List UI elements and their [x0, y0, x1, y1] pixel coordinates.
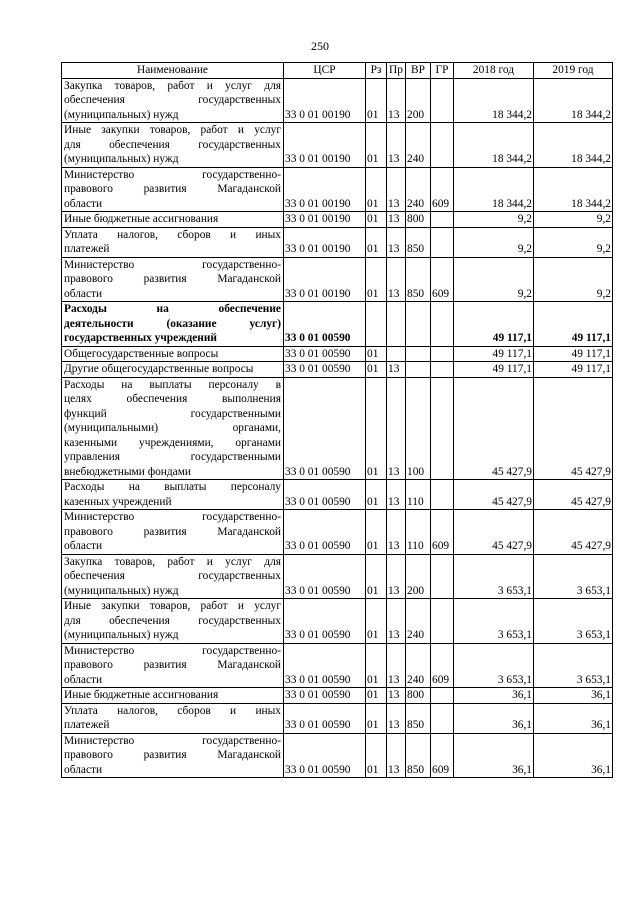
table-row [62, 362, 613, 378]
row-name-line: (муниципальных) нужд [64, 629, 179, 641]
row-gr [431, 703, 454, 733]
row-csr: 33 0 01 00190 [284, 227, 366, 257]
row-2019: 45 427,9 [534, 377, 613, 480]
row-rz: 01 [366, 733, 387, 778]
row-vr [406, 302, 431, 347]
row-name-line: казенных учреждений [64, 495, 172, 508]
row-name-cell [62, 688, 284, 704]
row-2019: 18 344,2 [534, 123, 613, 168]
row-pr: 13 [387, 212, 406, 228]
row-name-line: правового развития Магаданской [64, 749, 281, 761]
row-name-cell [62, 78, 284, 123]
row-name-line: для обеспечения государственных [64, 614, 281, 627]
row-name-cell [62, 167, 284, 212]
row-name-cell [62, 377, 284, 480]
row-vr: 850 [406, 257, 431, 302]
row-vr: 200 [406, 78, 431, 123]
row-2019: 45 427,9 [534, 510, 613, 555]
row-name-line: целях обеспечения выполнения [64, 393, 281, 405]
row-csr: 33 0 01 00590 [284, 346, 366, 362]
row-name-line: Уплата налогов, сборов и иных [64, 228, 281, 241]
row-gr [431, 227, 454, 257]
row-name-line: Министерство государственно- [64, 258, 281, 271]
row-pr: 13 [387, 733, 406, 778]
row-name-line: Другие общегосударственные вопросы [64, 363, 254, 375]
row-2018: 18 344,2 [454, 167, 534, 212]
row-vr: 200 [406, 554, 431, 599]
row-2018: 45 427,9 [454, 480, 534, 510]
row-vr: 110 [406, 510, 431, 555]
table-header-row [62, 63, 613, 79]
row-2019: 18 344,2 [534, 167, 613, 212]
row-2018: 18 344,2 [454, 78, 534, 123]
row-2018: 36,1 [454, 733, 534, 778]
row-name-cell [62, 212, 284, 228]
row-name-line: платежей [64, 243, 110, 255]
table-row [62, 643, 613, 688]
row-pr: 13 [387, 167, 406, 212]
row-name-line: (муниципальных) нужд [64, 153, 179, 165]
table-row [62, 167, 613, 212]
row-name-line: обеспечения государственных [64, 94, 281, 106]
row-vr: 850 [406, 227, 431, 257]
row-name-line: Иные бюджетные ассигнования [64, 213, 219, 225]
row-vr: 110 [406, 480, 431, 510]
row-pr: 13 [387, 123, 406, 168]
row-name-cell [62, 480, 284, 510]
row-2019: 9,2 [534, 227, 613, 257]
row-rz: 01 [366, 377, 387, 480]
row-name-cell [62, 510, 284, 555]
table-row [62, 227, 613, 257]
row-gr [431, 212, 454, 228]
row-name-line: Расходы на обеспечение [64, 303, 281, 315]
row-2019: 3 653,1 [534, 554, 613, 599]
header-gr: ГР [431, 63, 454, 79]
row-name-line: правового развития Магаданской [64, 659, 281, 671]
row-gr: 609 [431, 733, 454, 778]
row-name-line: (муниципальных) нужд [64, 108, 179, 121]
row-rz: 01 [366, 212, 387, 228]
row-2018: 9,2 [454, 257, 534, 302]
row-csr: 33 0 01 00190 [284, 167, 366, 212]
row-2019: 45 427,9 [534, 480, 613, 510]
row-2018: 3 653,1 [454, 599, 534, 644]
table-row [62, 212, 613, 228]
row-2019: 49 117,1 [534, 346, 613, 362]
row-vr: 800 [406, 688, 431, 704]
header-rz: Рз [366, 63, 387, 79]
row-name-line: Общегосударственные вопросы [64, 347, 219, 360]
row-vr: 100 [406, 377, 431, 480]
row-vr: 850 [406, 733, 431, 778]
row-vr [406, 346, 431, 362]
row-vr: 800 [406, 212, 431, 228]
row-rz: 01 [366, 167, 387, 212]
row-csr: 33 0 01 00590 [284, 377, 366, 480]
row-rz: 01 [366, 703, 387, 733]
row-name-cell [62, 599, 284, 644]
row-name-line: Иные бюджетные ассигнования [64, 689, 219, 701]
row-pr [387, 346, 406, 362]
row-gr: 609 [431, 167, 454, 212]
row-csr: 33 0 01 00590 [284, 480, 366, 510]
row-2019: 9,2 [534, 212, 613, 228]
row-gr [431, 688, 454, 704]
row-csr: 33 0 01 00190 [284, 78, 366, 123]
row-name-line: Министерство государственно- [64, 511, 281, 523]
page-number: 250 [311, 39, 329, 53]
row-2018: 36,1 [454, 688, 534, 704]
row-gr: 609 [431, 510, 454, 555]
row-csr: 33 0 01 00590 [284, 362, 366, 378]
row-name-cell [62, 346, 284, 362]
row-rz: 01 [366, 599, 387, 644]
table-row [62, 599, 613, 644]
budget-table [61, 62, 613, 778]
row-csr: 33 0 01 00190 [284, 123, 366, 168]
row-name-line: правового развития Магаданской [64, 273, 281, 285]
row-2019: 49 117,1 [534, 362, 613, 378]
row-rz: 01 [366, 257, 387, 302]
row-name-line: (муниципальных) нужд [64, 584, 179, 597]
row-name-cell [62, 227, 284, 257]
row-name-line: Министерство государственно- [64, 644, 281, 657]
table-row [62, 377, 613, 480]
row-name-line: Министерство государственно- [64, 168, 281, 181]
row-2019: 36,1 [534, 733, 613, 778]
row-gr [431, 123, 454, 168]
table-row [62, 554, 613, 599]
table-row [62, 346, 613, 362]
row-2018: 36,1 [454, 703, 534, 733]
row-2018: 3 653,1 [454, 643, 534, 688]
row-name-cell [62, 733, 284, 778]
row-rz: 01 [366, 227, 387, 257]
row-2019: 36,1 [534, 688, 613, 704]
row-name-line: Закупка товаров, работ и услуг для [64, 79, 281, 92]
row-rz [366, 302, 387, 347]
row-csr: 33 0 01 00590 [284, 554, 366, 599]
header-csr: ЦСР [284, 63, 366, 79]
row-pr: 13 [387, 703, 406, 733]
row-rz: 01 [366, 346, 387, 362]
row-name-cell [62, 257, 284, 302]
row-pr: 13 [387, 362, 406, 378]
row-gr: 609 [431, 257, 454, 302]
table-row [62, 78, 613, 123]
row-pr: 13 [387, 227, 406, 257]
row-gr: 609 [431, 643, 454, 688]
row-vr: 240 [406, 643, 431, 688]
row-gr [431, 599, 454, 644]
row-name-line: области [64, 763, 103, 776]
row-name-line: обеспечения государственных [64, 570, 281, 582]
row-gr [431, 554, 454, 599]
header-2018: 2018 год [454, 63, 534, 79]
row-gr [431, 78, 454, 123]
row-name-cell [62, 362, 284, 378]
row-pr: 13 [387, 377, 406, 480]
row-pr: 13 [387, 257, 406, 302]
table-row [62, 123, 613, 168]
row-name-line: казенными учреждениями, органами [64, 436, 281, 449]
row-rz: 01 [366, 643, 387, 688]
row-csr: 33 0 01 00190 [284, 212, 366, 228]
row-rz: 01 [366, 123, 387, 168]
row-rz: 01 [366, 554, 387, 599]
row-2018: 9,2 [454, 227, 534, 257]
row-csr: 33 0 01 00590 [284, 643, 366, 688]
row-csr: 33 0 01 00590 [284, 733, 366, 778]
table-row [62, 302, 613, 347]
row-pr: 13 [387, 78, 406, 123]
table-row [62, 257, 613, 302]
row-name-line: правового развития Магаданской [64, 525, 281, 538]
header-name: Наименование [62, 63, 284, 79]
row-csr: 33 0 01 00590 [284, 599, 366, 644]
row-name-cell [62, 123, 284, 168]
row-2018: 45 427,9 [454, 377, 534, 480]
header-2019: 2019 год [534, 63, 613, 79]
row-name-line: Иные закупки товаров, работ и услуг [64, 600, 281, 612]
row-name-line: Иные закупки товаров, работ и услуг [64, 124, 281, 136]
header-pr: Пр [387, 63, 406, 79]
row-name-line: области [64, 287, 103, 300]
table-row [62, 510, 613, 555]
row-2018: 49 117,1 [454, 346, 534, 362]
row-rz: 01 [366, 688, 387, 704]
row-vr [406, 362, 431, 378]
row-2018: 49 117,1 [454, 362, 534, 378]
header-vr: ВР [406, 63, 431, 79]
row-pr: 13 [387, 480, 406, 510]
row-pr [387, 302, 406, 347]
row-gr [431, 480, 454, 510]
row-2019: 9,2 [534, 257, 613, 302]
row-gr [431, 377, 454, 480]
row-name-cell [62, 302, 284, 347]
row-name-line: Министерство государственно- [64, 734, 281, 747]
row-csr: 33 0 01 00590 [284, 510, 366, 555]
row-name-cell [62, 554, 284, 599]
row-name-line: функций государственными [64, 407, 281, 420]
row-rz: 01 [366, 362, 387, 378]
row-2018: 3 653,1 [454, 554, 534, 599]
row-name-cell [62, 703, 284, 733]
row-name-line: правового развития Магаданской [64, 183, 281, 195]
row-pr: 13 [387, 554, 406, 599]
row-name-line: деятельности (оказание услуг) [64, 317, 281, 330]
row-vr: 240 [406, 599, 431, 644]
row-2018: 9,2 [454, 212, 534, 228]
row-pr: 13 [387, 688, 406, 704]
row-2019: 36,1 [534, 703, 613, 733]
row-csr: 33 0 01 00590 [284, 688, 366, 704]
row-2019: 49 117,1 [534, 302, 613, 347]
row-2018: 18 344,2 [454, 123, 534, 168]
row-2019: 3 653,1 [534, 643, 613, 688]
row-name-line: Расходы на выплаты персоналу [64, 481, 281, 493]
row-csr: 33 0 01 00190 [284, 257, 366, 302]
row-name-line: Расходы на выплаты персоналу в [64, 378, 281, 391]
row-name-line: платежей [64, 719, 110, 731]
row-name-line: области [64, 197, 103, 210]
row-pr: 13 [387, 643, 406, 688]
row-vr: 850 [406, 703, 431, 733]
row-name-line: области [64, 673, 103, 686]
row-2018: 45 427,9 [454, 510, 534, 555]
row-name-line: Закупка товаров, работ и услуг для [64, 555, 281, 568]
row-gr [431, 302, 454, 347]
table-row [62, 480, 613, 510]
row-rz: 01 [366, 480, 387, 510]
row-pr: 13 [387, 599, 406, 644]
row-rz: 01 [366, 78, 387, 123]
row-rz: 01 [366, 510, 387, 555]
row-vr: 240 [406, 167, 431, 212]
row-2019: 18 344,2 [534, 78, 613, 123]
row-name-line: Уплата налогов, сборов и иных [64, 704, 281, 717]
table-row [62, 733, 613, 778]
row-2019: 3 653,1 [534, 599, 613, 644]
row-csr: 33 0 01 00590 [284, 302, 366, 347]
row-name-line: государственных учреждений [64, 332, 217, 344]
row-name-line: области [64, 540, 103, 552]
table-row [62, 688, 613, 704]
row-name-line: управления государственными [64, 451, 281, 463]
row-2018: 49 117,1 [454, 302, 534, 347]
row-csr: 33 0 01 00590 [284, 703, 366, 733]
row-vr: 240 [406, 123, 431, 168]
row-name-line: для обеспечения государственных [64, 138, 281, 151]
row-name-line: (муниципальными) органами, [64, 422, 281, 434]
row-name-cell [62, 643, 284, 688]
table-row [62, 703, 613, 733]
row-gr [431, 346, 454, 362]
row-gr [431, 362, 454, 378]
row-name-line: внебюджетными фондами [64, 465, 192, 478]
row-pr: 13 [387, 510, 406, 555]
